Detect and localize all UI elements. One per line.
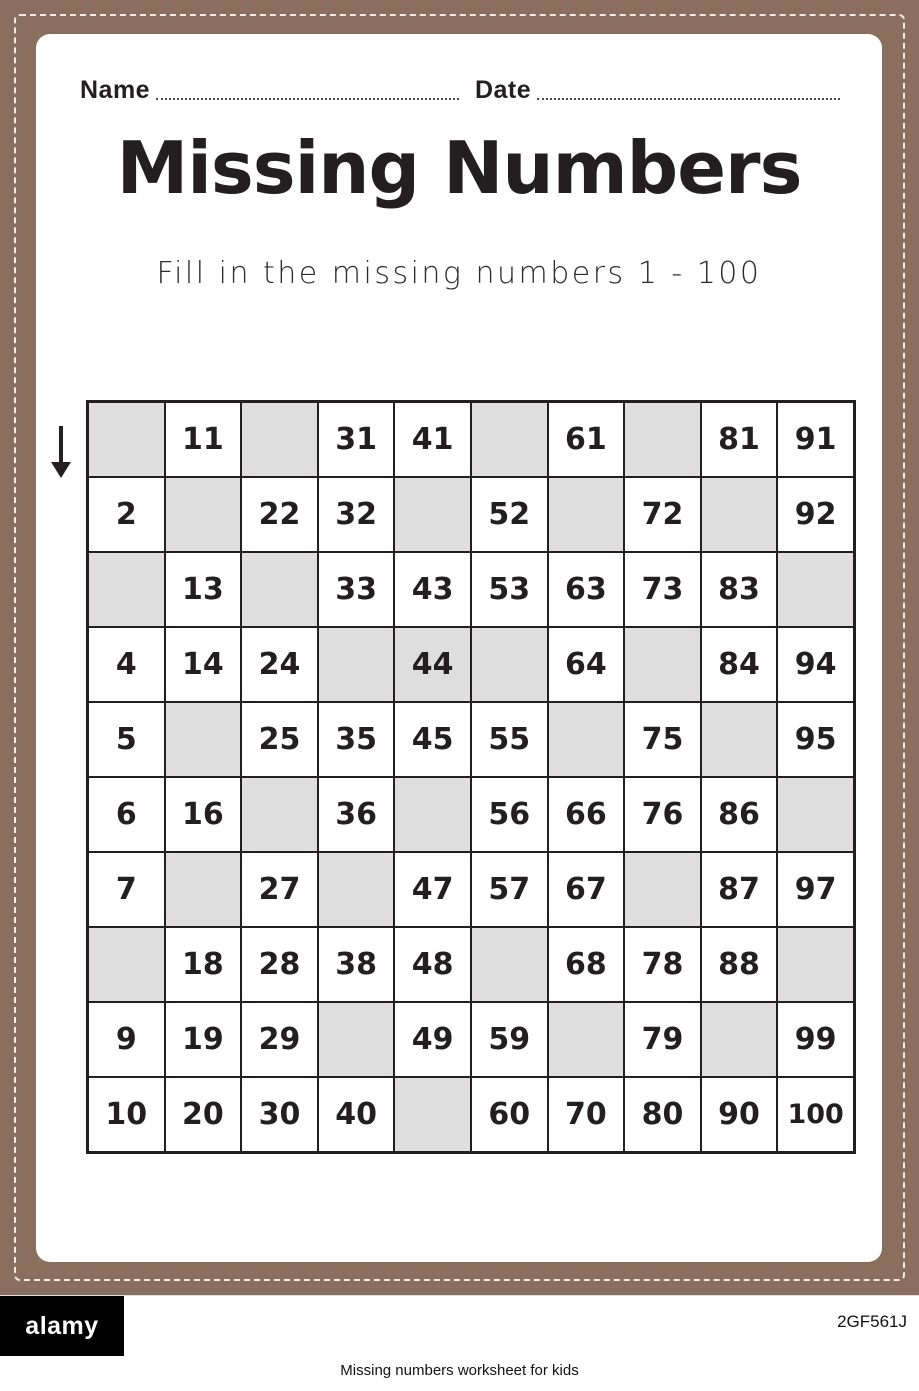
chart-cell-blank[interactable] xyxy=(318,627,395,702)
chart-row xyxy=(88,852,855,927)
chart-cell[interactable]: 5 xyxy=(88,702,165,777)
chart-cell[interactable]: 25 xyxy=(241,702,318,777)
chart-cell[interactable]: 57 xyxy=(471,852,548,927)
chart-cell-blank[interactable] xyxy=(624,402,701,478)
chart-cell-blank[interactable] xyxy=(241,552,318,627)
name-input-line[interactable] xyxy=(156,98,459,100)
chart-cell[interactable]: 100 xyxy=(777,1077,854,1153)
chart-cell[interactable]: 56 xyxy=(471,777,548,852)
chart-cell[interactable]: 38 xyxy=(318,927,395,1002)
chart-row xyxy=(88,927,855,1002)
chart-cell-blank[interactable] xyxy=(701,477,778,552)
chart-cell-blank[interactable] xyxy=(701,702,778,777)
chart-row xyxy=(88,702,855,777)
chart-cell[interactable]: 35 xyxy=(318,702,395,777)
chart-cell[interactable]: 75 xyxy=(624,702,701,777)
chart-cell[interactable]: 68 xyxy=(548,927,625,1002)
chart-cell-blank[interactable] xyxy=(701,1002,778,1077)
chart-cell[interactable]: 30 xyxy=(241,1077,318,1153)
chart-cell-blank[interactable] xyxy=(318,1002,395,1077)
chart-cell[interactable]: 14 xyxy=(165,627,242,702)
chart-cell-blank[interactable] xyxy=(624,852,701,927)
chart-cell[interactable]: 31 xyxy=(318,402,395,478)
name-date-row xyxy=(80,72,842,106)
chart-cell[interactable]: 22 xyxy=(241,477,318,552)
chart-cell-blank[interactable] xyxy=(88,927,165,1002)
chart-cell[interactable]: 55 xyxy=(471,702,548,777)
chart-cell-blank[interactable] xyxy=(88,402,165,478)
chart-cell-blank[interactable] xyxy=(471,927,548,1002)
chart-cell[interactable]: 87 xyxy=(701,852,778,927)
chart-cell[interactable]: 63 xyxy=(548,552,625,627)
chart-cell[interactable]: 73 xyxy=(624,552,701,627)
page-title: Missing Numbers xyxy=(116,126,802,210)
chart-cell-blank[interactable] xyxy=(548,477,625,552)
chart-cell[interactable]: 91 xyxy=(777,402,854,478)
name-label: Name xyxy=(80,76,151,104)
chart-cell[interactable]: 64 xyxy=(548,627,625,702)
chart-cell[interactable]: 86 xyxy=(701,777,778,852)
chart-cell[interactable]: 6 xyxy=(88,777,165,852)
chart-cell[interactable]: 83 xyxy=(701,552,778,627)
chart-cell[interactable]: 72 xyxy=(624,477,701,552)
chart-cell[interactable]: 94 xyxy=(777,627,854,702)
page-subtitle: Fill in the missing numbers 1 - 100 xyxy=(156,256,762,291)
chart-cell[interactable]: 99 xyxy=(777,1002,854,1077)
chart-cell-blank[interactable] xyxy=(165,477,242,552)
chart-cell[interactable]: 95 xyxy=(777,702,854,777)
chart-cell[interactable]: 78 xyxy=(624,927,701,1002)
chart-cell[interactable]: 59 xyxy=(471,1002,548,1077)
chart-cell-blank[interactable] xyxy=(777,777,854,852)
chart-cell[interactable]: 79 xyxy=(624,1002,701,1077)
chart-cell[interactable]: 67 xyxy=(548,852,625,927)
chart-cell[interactable]: 45 xyxy=(394,702,471,777)
chart-cell[interactable]: 97 xyxy=(777,852,854,927)
chart-cell[interactable]: 19 xyxy=(165,1002,242,1077)
chart-cell[interactable]: 28 xyxy=(241,927,318,1002)
chart-cell-blank[interactable] xyxy=(471,627,548,702)
chart-cell[interactable]: 20 xyxy=(165,1077,242,1153)
date-label: Date xyxy=(474,76,532,104)
date-input-line[interactable] xyxy=(537,98,840,100)
chart-cell[interactable]: 18 xyxy=(165,927,242,1002)
chart-cell[interactable]: 10 xyxy=(88,1077,165,1153)
chart-cell[interactable]: 47 xyxy=(394,852,471,927)
chart-cell-blank[interactable] xyxy=(394,777,471,852)
chart-cell[interactable]: 90 xyxy=(701,1077,778,1153)
stock-footer xyxy=(0,1295,919,1391)
chart-cell-blank[interactable] xyxy=(241,777,318,852)
chart-row xyxy=(88,627,855,702)
worksheet-sheet xyxy=(36,34,882,1262)
chart-cell[interactable]: 66 xyxy=(548,777,625,852)
chart-cell[interactable]: 13 xyxy=(165,552,242,627)
chart-cell[interactable]: 92 xyxy=(777,477,854,552)
chart-cell[interactable]: 40 xyxy=(318,1077,395,1153)
chart-cell-blank[interactable] xyxy=(318,852,395,927)
chart-row xyxy=(88,1077,855,1153)
chart-cell[interactable]: 4 xyxy=(88,627,165,702)
chart-cell[interactable]: 88 xyxy=(701,927,778,1002)
alamy-logo: alamy xyxy=(0,1296,124,1356)
chart-cell[interactable]: 84 xyxy=(701,627,778,702)
chart-cell[interactable]: 32 xyxy=(318,477,395,552)
chart-cell[interactable]: 70 xyxy=(548,1077,625,1153)
hundred-chart[interactable] xyxy=(86,400,856,1154)
chart-row xyxy=(88,777,855,852)
image-id: 2GF561J xyxy=(837,1312,907,1331)
chart-cell-blank[interactable] xyxy=(777,552,854,627)
chart-cell[interactable]: 81 xyxy=(701,402,778,478)
number-grid-wrapper xyxy=(86,400,844,1154)
chart-cell[interactable]: 43 xyxy=(394,552,471,627)
chart-row xyxy=(88,402,855,478)
chart-cell[interactable]: 11 xyxy=(165,402,242,478)
chart-cell-blank[interactable] xyxy=(548,702,625,777)
chart-cell[interactable]: 9 xyxy=(88,1002,165,1077)
down-arrow-icon xyxy=(48,424,74,480)
chart-row xyxy=(88,1002,855,1077)
chart-cell-blank[interactable] xyxy=(624,627,701,702)
chart-cell-blank[interactable] xyxy=(548,1002,625,1077)
chart-cell[interactable]: 76 xyxy=(624,777,701,852)
chart-cell-blank[interactable] xyxy=(165,702,242,777)
chart-cell-blank[interactable] xyxy=(777,927,854,1002)
chart-cell-blank[interactable] xyxy=(165,852,242,927)
chart-cell[interactable]: 33 xyxy=(318,552,395,627)
chart-row xyxy=(88,552,855,627)
chart-cell[interactable]: 2 xyxy=(88,477,165,552)
chart-cell-blank[interactable] xyxy=(394,477,471,552)
chart-cell[interactable]: 29 xyxy=(241,1002,318,1077)
chart-cell[interactable]: 53 xyxy=(471,552,548,627)
chart-cell-blank[interactable] xyxy=(241,402,318,478)
chart-cell[interactable]: 80 xyxy=(624,1077,701,1153)
chart-cell[interactable]: 60 xyxy=(471,1077,548,1153)
chart-cell[interactable]: 16 xyxy=(165,777,242,852)
chart-cell-blank[interactable]: 44 xyxy=(394,627,471,702)
chart-cell-blank[interactable] xyxy=(394,1077,471,1153)
chart-cell[interactable]: 48 xyxy=(394,927,471,1002)
chart-cell-blank[interactable] xyxy=(88,552,165,627)
chart-cell[interactable]: 52 xyxy=(471,477,548,552)
chart-cell[interactable]: 36 xyxy=(318,777,395,852)
chart-cell[interactable]: 24 xyxy=(241,627,318,702)
chart-cell[interactable]: 41 xyxy=(394,402,471,478)
chart-cell[interactable]: 49 xyxy=(394,1002,471,1077)
chart-cell[interactable]: 7 xyxy=(88,852,165,927)
chart-cell[interactable]: 27 xyxy=(241,852,318,927)
footer-caption: Missing numbers worksheet for kids xyxy=(340,1362,579,1379)
chart-cell-blank[interactable] xyxy=(471,402,548,478)
chart-cell[interactable]: 61 xyxy=(548,402,625,478)
chart-row xyxy=(88,477,855,552)
